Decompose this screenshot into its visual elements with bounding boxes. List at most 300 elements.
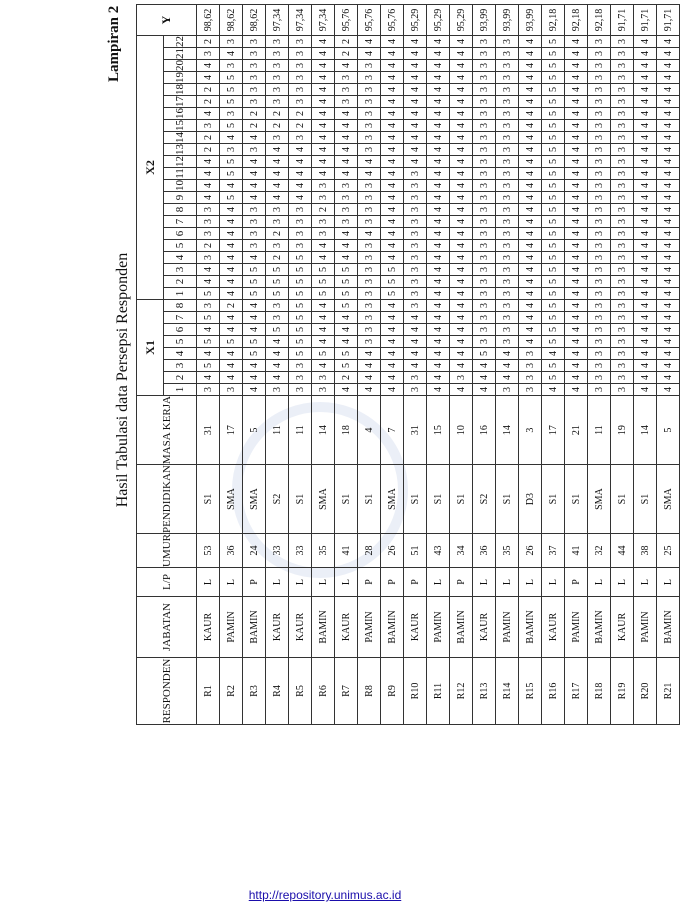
x2-score-cell: 3 bbox=[243, 36, 266, 48]
x2-item-header: 4 bbox=[164, 252, 197, 264]
x2-score-cell: 5 bbox=[266, 288, 289, 300]
jabatan-cell: BAMIN bbox=[657, 597, 680, 658]
x2-score-cell: 4 bbox=[335, 156, 358, 168]
y-score-cell: 91,71 bbox=[657, 5, 680, 36]
x1-score-cell: 4 bbox=[634, 336, 657, 348]
x2-score-cell: 4 bbox=[404, 36, 427, 48]
x1-score-cell: 4 bbox=[381, 348, 404, 360]
x1-score-cell: 3 bbox=[611, 336, 634, 348]
x2-score-cell: 4 bbox=[519, 240, 542, 252]
x2-score-cell: 4 bbox=[427, 168, 450, 180]
x2-score-cell: 3 bbox=[611, 72, 634, 84]
x1-score-cell: 4 bbox=[565, 372, 588, 384]
x2-score-cell: 5 bbox=[542, 156, 565, 168]
x2-score-cell: 4 bbox=[657, 48, 680, 60]
x2-item-header: 10 bbox=[164, 180, 197, 192]
x2-score-cell: 4 bbox=[427, 288, 450, 300]
gender-cell: L bbox=[634, 568, 657, 597]
x2-score-cell: 4 bbox=[312, 120, 335, 132]
x2-score-cell: 5 bbox=[381, 264, 404, 276]
jabatan-cell: KAUR bbox=[611, 597, 634, 658]
x2-score-cell: 5 bbox=[542, 192, 565, 204]
x2-score-cell: 4 bbox=[450, 72, 473, 84]
x1-score-cell: 4 bbox=[243, 372, 266, 384]
x2-score-cell: 3 bbox=[220, 144, 243, 156]
x2-score-cell: 3 bbox=[266, 96, 289, 108]
masa-kerja-cell: 5 bbox=[243, 396, 266, 465]
x2-score-cell: 4 bbox=[634, 168, 657, 180]
x1-score-cell: 4 bbox=[220, 360, 243, 372]
x2-score-cell: 3 bbox=[611, 168, 634, 180]
x2-score-cell: 4 bbox=[519, 252, 542, 264]
x2-score-cell: 4 bbox=[519, 120, 542, 132]
x2-score-cell: 4 bbox=[565, 240, 588, 252]
y-score-cell: 93,99 bbox=[473, 5, 496, 36]
jabatan-cell: BAMIN bbox=[381, 597, 404, 658]
x1-score-cell: 4 bbox=[220, 348, 243, 360]
x2-score-cell: 4 bbox=[519, 216, 542, 228]
x1-score-cell: 4 bbox=[565, 300, 588, 312]
footer-url-link[interactable]: http://repository.unimus.ac.id bbox=[248, 888, 402, 902]
x1-item-header: 5 bbox=[164, 336, 197, 348]
x1-score-cell: 4 bbox=[381, 324, 404, 336]
x2-score-cell: 4 bbox=[450, 96, 473, 108]
x1-score-cell: 4 bbox=[220, 372, 243, 384]
x2-score-cell: 5 bbox=[266, 264, 289, 276]
x2-score-cell: 4 bbox=[657, 240, 680, 252]
x2-score-cell: 4 bbox=[381, 120, 404, 132]
x2-score-cell: 3 bbox=[404, 168, 427, 180]
jabatan-cell: BAMIN bbox=[312, 597, 335, 658]
x1-score-cell: 3 bbox=[588, 324, 611, 336]
x2-score-cell: 4 bbox=[657, 156, 680, 168]
x1-score-cell: 4 bbox=[220, 312, 243, 324]
x2-score-cell: 4 bbox=[220, 48, 243, 60]
x2-score-cell: 3 bbox=[473, 288, 496, 300]
x2-score-cell: 3 bbox=[473, 120, 496, 132]
x2-score-cell: 5 bbox=[542, 84, 565, 96]
x2-score-cell: 3 bbox=[611, 276, 634, 288]
x2-score-cell: 4 bbox=[450, 276, 473, 288]
x2-score-cell: 4 bbox=[519, 96, 542, 108]
umur-cell: 35 bbox=[312, 533, 335, 567]
x2-score-cell: 3 bbox=[404, 192, 427, 204]
x2-score-cell: 3 bbox=[588, 96, 611, 108]
x2-score-cell: 3 bbox=[358, 132, 381, 144]
x2-score-cell: 3 bbox=[611, 228, 634, 240]
x1-score-cell: 3 bbox=[611, 348, 634, 360]
x2-score-cell: 5 bbox=[542, 228, 565, 240]
x2-score-cell: 4 bbox=[427, 252, 450, 264]
x2-score-cell: 4 bbox=[657, 84, 680, 96]
umur-cell: 24 bbox=[243, 533, 266, 567]
x1-score-cell: 5 bbox=[197, 336, 220, 348]
x1-score-cell: 4 bbox=[335, 336, 358, 348]
x1-item-header: 8 bbox=[164, 300, 197, 312]
x2-score-cell: 5 bbox=[542, 132, 565, 144]
x2-item-header: 22 bbox=[164, 36, 197, 48]
x2-score-cell: 4 bbox=[404, 48, 427, 60]
x2-score-cell: 3 bbox=[496, 228, 519, 240]
x1-score-cell: 4 bbox=[657, 372, 680, 384]
x2-score-cell: 4 bbox=[335, 132, 358, 144]
x2-score-cell: 4 bbox=[519, 108, 542, 120]
x2-score-cell: 3 bbox=[611, 204, 634, 216]
pendidikan-cell: S1 bbox=[358, 465, 381, 534]
x2-score-cell: 2 bbox=[289, 108, 312, 120]
x1-score-cell: 3 bbox=[197, 384, 220, 396]
x2-score-cell: 4 bbox=[243, 180, 266, 192]
x1-score-cell: 4 bbox=[634, 300, 657, 312]
jabatan-cell: KAUR bbox=[542, 597, 565, 658]
umur-cell: 25 bbox=[657, 533, 680, 567]
x2-score-cell: 3 bbox=[197, 120, 220, 132]
umur-cell: 33 bbox=[289, 533, 312, 567]
x1-score-cell: 3 bbox=[588, 336, 611, 348]
x2-score-cell: 3 bbox=[266, 72, 289, 84]
umur-cell: 36 bbox=[473, 533, 496, 567]
x2-score-cell: 4 bbox=[519, 264, 542, 276]
x1-score-cell: 3 bbox=[358, 312, 381, 324]
x2-score-cell: 4 bbox=[427, 156, 450, 168]
x2-score-cell: 2 bbox=[266, 228, 289, 240]
x2-score-cell: 4 bbox=[289, 144, 312, 156]
x2-score-cell: 3 bbox=[473, 180, 496, 192]
x2-score-cell: 4 bbox=[312, 168, 335, 180]
x2-score-cell: 4 bbox=[565, 84, 588, 96]
x2-score-cell: 4 bbox=[427, 144, 450, 156]
x2-score-cell: 4 bbox=[657, 252, 680, 264]
x2-score-cell: 3 bbox=[220, 36, 243, 48]
x1-score-cell: 3 bbox=[358, 300, 381, 312]
x1-score-cell: 3 bbox=[197, 300, 220, 312]
x1-score-cell: 4 bbox=[542, 384, 565, 396]
x2-score-cell: 5 bbox=[289, 252, 312, 264]
jabatan-cell: PAMIN bbox=[634, 597, 657, 658]
x2-score-cell: 4 bbox=[404, 120, 427, 132]
x2-score-cell: 4 bbox=[565, 252, 588, 264]
umur-cell: 38 bbox=[634, 533, 657, 567]
x1-score-cell: 5 bbox=[289, 336, 312, 348]
x2-item-header: 16 bbox=[164, 108, 197, 120]
x1-score-cell: 2 bbox=[335, 372, 358, 384]
column-header: PENDIDIKAN bbox=[137, 465, 197, 534]
umur-cell: 36 bbox=[220, 533, 243, 567]
responden-cell: R17 bbox=[565, 658, 588, 725]
x2-item-header: 13 bbox=[164, 144, 197, 156]
x2-score-cell: 4 bbox=[289, 192, 312, 204]
x1-score-cell: 3 bbox=[588, 372, 611, 384]
x2-score-cell: 5 bbox=[289, 276, 312, 288]
x1-score-cell: 4 bbox=[312, 336, 335, 348]
x2-score-cell: 4 bbox=[381, 228, 404, 240]
x2-score-cell: 4 bbox=[381, 96, 404, 108]
x1-score-cell: 3 bbox=[519, 372, 542, 384]
x2-score-cell: 2 bbox=[312, 204, 335, 216]
x2-score-cell: 4 bbox=[450, 168, 473, 180]
x2-score-cell: 4 bbox=[381, 168, 404, 180]
x2-score-cell: 3 bbox=[358, 252, 381, 264]
jabatan-cell: KAUR bbox=[335, 597, 358, 658]
x2-score-cell: 4 bbox=[404, 108, 427, 120]
x2-score-cell: 4 bbox=[634, 276, 657, 288]
x2-score-cell: 4 bbox=[358, 156, 381, 168]
x2-score-cell: 4 bbox=[243, 192, 266, 204]
x2-score-cell: 3 bbox=[289, 240, 312, 252]
x2-score-cell: 3 bbox=[473, 84, 496, 96]
x1-score-cell: 4 bbox=[358, 384, 381, 396]
table-row bbox=[565, 5, 588, 725]
x1-score-cell: 4 bbox=[381, 384, 404, 396]
x1-score-cell: 5 bbox=[220, 336, 243, 348]
x2-score-cell: 3 bbox=[611, 144, 634, 156]
x2-score-cell: 5 bbox=[542, 240, 565, 252]
x1-score-cell: 3 bbox=[588, 348, 611, 360]
pendidikan-cell: S2 bbox=[266, 465, 289, 534]
x1-score-cell: 4 bbox=[220, 324, 243, 336]
x2-score-cell: 3 bbox=[312, 216, 335, 228]
x2-score-cell: 4 bbox=[266, 192, 289, 204]
x2-score-cell: 3 bbox=[266, 84, 289, 96]
x2-score-cell: 3 bbox=[197, 204, 220, 216]
x1-score-cell: 4 bbox=[519, 324, 542, 336]
x2-score-cell: 3 bbox=[197, 48, 220, 60]
x2-score-cell: 3 bbox=[588, 276, 611, 288]
x2-score-cell: 2 bbox=[266, 120, 289, 132]
x1-score-cell: 4 bbox=[450, 384, 473, 396]
responden-cell: R7 bbox=[335, 658, 358, 725]
x2-score-cell: 4 bbox=[565, 180, 588, 192]
jabatan-cell: KAUR bbox=[197, 597, 220, 658]
x2-score-cell: 3 bbox=[289, 132, 312, 144]
x1-score-cell: 4 bbox=[427, 324, 450, 336]
table-row bbox=[243, 5, 266, 725]
x2-score-cell: 5 bbox=[197, 288, 220, 300]
x1-score-cell: 4 bbox=[381, 372, 404, 384]
x2-score-cell: 3 bbox=[197, 228, 220, 240]
x2-score-cell: 3 bbox=[611, 48, 634, 60]
x1-score-cell: 3 bbox=[220, 384, 243, 396]
x2-score-cell: 3 bbox=[496, 252, 519, 264]
x2-score-cell: 5 bbox=[542, 72, 565, 84]
x2-score-cell: 4 bbox=[197, 108, 220, 120]
responden-cell: R20 bbox=[634, 658, 657, 725]
x1-score-cell: 4 bbox=[634, 384, 657, 396]
x2-score-cell: 3 bbox=[404, 276, 427, 288]
x2-score-cell: 4 bbox=[519, 192, 542, 204]
x2-score-cell: 3 bbox=[496, 204, 519, 216]
x2-score-cell: 3 bbox=[588, 132, 611, 144]
x2-score-cell: 3 bbox=[588, 252, 611, 264]
x2-score-cell: 3 bbox=[473, 252, 496, 264]
x1-score-cell: 5 bbox=[312, 348, 335, 360]
x1-score-cell: 5 bbox=[197, 312, 220, 324]
x2-score-cell: 2 bbox=[335, 36, 358, 48]
x1-item-header: 1 bbox=[164, 384, 197, 396]
x2-score-cell: 3 bbox=[496, 276, 519, 288]
x2-score-cell: 3 bbox=[611, 252, 634, 264]
x2-score-cell: 4 bbox=[381, 252, 404, 264]
table-row bbox=[197, 5, 220, 725]
x1-score-cell: 4 bbox=[243, 312, 266, 324]
x2-score-cell: 4 bbox=[634, 192, 657, 204]
x1-score-cell: 4 bbox=[266, 336, 289, 348]
masa-kerja-cell: 18 bbox=[335, 396, 358, 465]
x2-score-cell: 5 bbox=[312, 288, 335, 300]
x2-score-cell: 4 bbox=[335, 240, 358, 252]
x2-score-cell: 4 bbox=[404, 156, 427, 168]
pendidikan-cell: S2 bbox=[473, 465, 496, 534]
y-score-cell: 95,76 bbox=[335, 5, 358, 36]
table-row bbox=[289, 5, 312, 725]
gender-cell: L bbox=[289, 568, 312, 597]
x2-score-cell: 3 bbox=[358, 192, 381, 204]
x1-score-cell: 5 bbox=[542, 300, 565, 312]
x2-score-cell: 3 bbox=[588, 108, 611, 120]
x2-score-cell: 4 bbox=[634, 36, 657, 48]
x2-score-cell: 4 bbox=[312, 96, 335, 108]
x1-score-cell: 4 bbox=[450, 336, 473, 348]
x1-score-cell: 4 bbox=[404, 348, 427, 360]
gender-cell: L bbox=[312, 568, 335, 597]
x2-score-cell: 3 bbox=[266, 204, 289, 216]
x2-score-cell: 4 bbox=[519, 204, 542, 216]
x2-score-cell: 3 bbox=[588, 36, 611, 48]
x2-score-cell: 4 bbox=[335, 120, 358, 132]
x2-score-cell: 3 bbox=[243, 48, 266, 60]
x2-score-cell: 4 bbox=[634, 60, 657, 72]
x2-score-cell: 4 bbox=[657, 120, 680, 132]
x2-score-cell: 4 bbox=[404, 144, 427, 156]
x2-score-cell: 4 bbox=[634, 48, 657, 60]
x2-score-cell: 3 bbox=[404, 264, 427, 276]
x1-score-cell: 3 bbox=[312, 372, 335, 384]
x2-score-cell: 5 bbox=[243, 264, 266, 276]
x2-item-header: 17 bbox=[164, 96, 197, 108]
x2-score-cell: 3 bbox=[496, 108, 519, 120]
x1-score-cell: 2 bbox=[220, 300, 243, 312]
responden-cell: R3 bbox=[243, 658, 266, 725]
x2-score-cell: 3 bbox=[496, 168, 519, 180]
x2-score-cell: 3 bbox=[266, 132, 289, 144]
x2-item-header: 1 bbox=[164, 288, 197, 300]
x1-score-cell: 4 bbox=[381, 312, 404, 324]
x2-score-cell: 3 bbox=[197, 216, 220, 228]
x2-score-cell: 5 bbox=[335, 288, 358, 300]
x1-score-cell: 4 bbox=[335, 324, 358, 336]
x2-score-cell: 4 bbox=[312, 108, 335, 120]
x2-score-cell: 4 bbox=[657, 132, 680, 144]
x2-score-cell: 4 bbox=[381, 240, 404, 252]
x1-score-cell: 4 bbox=[197, 372, 220, 384]
x2-score-cell: 4 bbox=[312, 252, 335, 264]
gender-cell: L bbox=[519, 568, 542, 597]
umur-cell: 26 bbox=[519, 533, 542, 567]
x1-score-cell: 4 bbox=[427, 300, 450, 312]
y-score-cell: 91,71 bbox=[634, 5, 657, 36]
x1-score-cell: 4 bbox=[404, 312, 427, 324]
gender-cell: P bbox=[243, 568, 266, 597]
x1-score-cell: 5 bbox=[335, 300, 358, 312]
x2-score-cell: 4 bbox=[404, 60, 427, 72]
x2-score-cell: 4 bbox=[381, 144, 404, 156]
x2-score-cell: 3 bbox=[588, 240, 611, 252]
x1-score-cell: 4 bbox=[657, 336, 680, 348]
x2-score-cell: 3 bbox=[404, 252, 427, 264]
y-score-cell: 95,76 bbox=[381, 5, 404, 36]
x2-score-cell: 3 bbox=[312, 192, 335, 204]
x1-score-cell: 3 bbox=[611, 312, 634, 324]
responden-cell: R18 bbox=[588, 658, 611, 725]
x2-score-cell: 4 bbox=[657, 288, 680, 300]
responden-cell: R14 bbox=[496, 658, 519, 725]
pendidikan-cell: D3 bbox=[519, 465, 542, 534]
x1-score-cell: 4 bbox=[542, 348, 565, 360]
x1-score-cell: 3 bbox=[611, 300, 634, 312]
x2-score-cell: 4 bbox=[289, 156, 312, 168]
x2-score-cell: 4 bbox=[220, 180, 243, 192]
x2-item-header: 6 bbox=[164, 228, 197, 240]
x2-score-cell: 4 bbox=[657, 36, 680, 48]
gender-cell: L bbox=[473, 568, 496, 597]
x2-score-cell: 4 bbox=[450, 132, 473, 144]
pendidikan-cell: S1 bbox=[335, 465, 358, 534]
x2-score-cell: 4 bbox=[450, 288, 473, 300]
x2-score-cell: 3 bbox=[611, 84, 634, 96]
x2-score-cell: 4 bbox=[220, 276, 243, 288]
x1-score-cell: 3 bbox=[266, 384, 289, 396]
x2-score-cell: 3 bbox=[588, 288, 611, 300]
table-row bbox=[404, 5, 427, 725]
x2-score-cell: 5 bbox=[381, 276, 404, 288]
y-score-cell: 98,62 bbox=[220, 5, 243, 36]
x2-score-cell: 3 bbox=[289, 72, 312, 84]
x2-score-cell: 3 bbox=[496, 156, 519, 168]
x2-score-cell: 4 bbox=[565, 60, 588, 72]
x1-score-cell: 5 bbox=[243, 348, 266, 360]
x2-score-cell: 4 bbox=[634, 216, 657, 228]
x2-item-header: 7 bbox=[164, 216, 197, 228]
y-score-cell: 98,62 bbox=[197, 5, 220, 36]
x1-score-cell: 5 bbox=[289, 312, 312, 324]
y-score-cell: 93,99 bbox=[496, 5, 519, 36]
masa-kerja-cell: 21 bbox=[565, 396, 588, 465]
x1-score-cell: 4 bbox=[381, 336, 404, 348]
x2-score-cell: 3 bbox=[473, 72, 496, 84]
x2-score-cell: 3 bbox=[358, 264, 381, 276]
x2-score-cell: 2 bbox=[266, 252, 289, 264]
x1-score-cell: 4 bbox=[565, 384, 588, 396]
table-row bbox=[542, 5, 565, 725]
x2-score-cell: 4 bbox=[266, 144, 289, 156]
x2-score-cell: 3 bbox=[473, 168, 496, 180]
x1-score-cell: 4 bbox=[657, 384, 680, 396]
x2-score-cell: 4 bbox=[312, 144, 335, 156]
x2-score-cell: 2 bbox=[197, 36, 220, 48]
x2-score-cell: 4 bbox=[450, 84, 473, 96]
x1-item-header: 2 bbox=[164, 372, 197, 384]
x1-score-cell: 4 bbox=[427, 360, 450, 372]
column-header: UMUR bbox=[137, 533, 197, 567]
y-score-cell: 93,99 bbox=[519, 5, 542, 36]
jabatan-cell: BAMIN bbox=[519, 597, 542, 658]
x2-score-cell: 3 bbox=[243, 204, 266, 216]
table-row bbox=[427, 5, 450, 725]
x2-score-cell: 4 bbox=[220, 216, 243, 228]
y-score-cell: 97,34 bbox=[312, 5, 335, 36]
x2-score-cell: 4 bbox=[565, 288, 588, 300]
group-header-y: Y bbox=[137, 5, 197, 36]
